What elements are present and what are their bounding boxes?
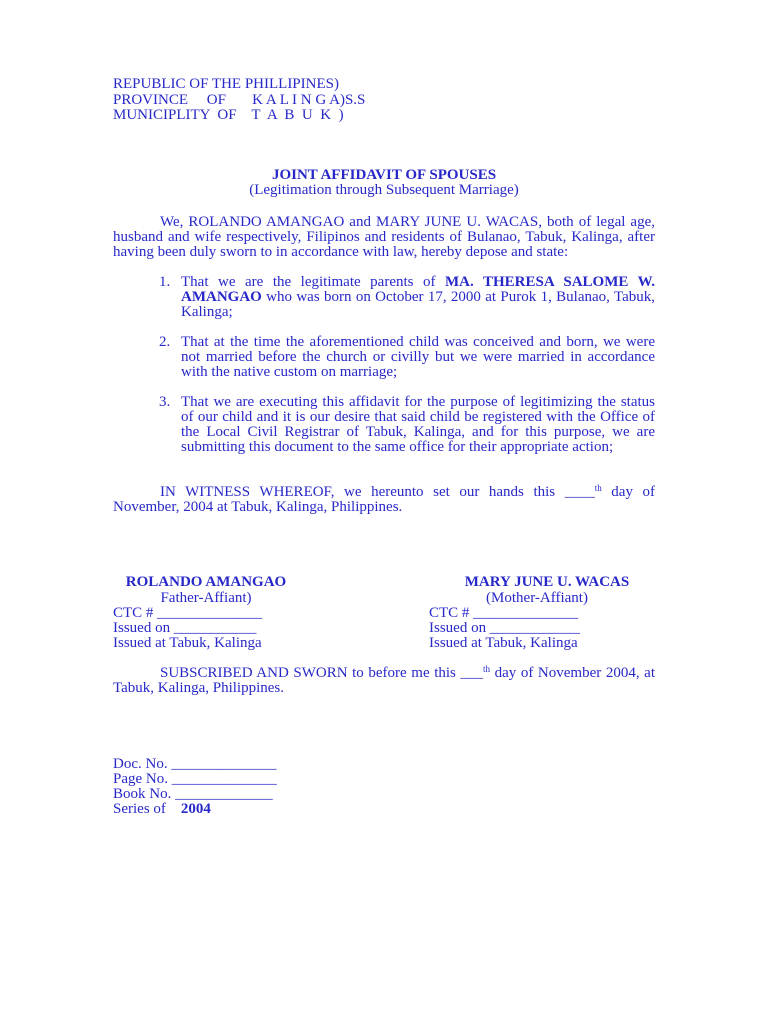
list-item-line: submitting this document to the same office for their appropriate action; — [181, 439, 614, 456]
list-item-line: of our child and it is our desire that said child be registered with the Office of — [181, 408, 655, 425]
affiant-role: Father-Affiant) — [160, 589, 252, 606]
child-surname: AMANGAO — [181, 288, 262, 305]
list-item-line: with the native custom on marriage; — [181, 364, 398, 381]
witness-text: IN WITNESS WHEREOF, we hereunto set our hands this ____ — [160, 483, 595, 500]
witness-text: day of — [611, 483, 656, 500]
list-item-line — [181, 275, 655, 290]
child-name: MA. THERESA SALOME W. — [445, 273, 656, 290]
affiant-role: (Mother-Affiant) — [486, 589, 588, 606]
doc-no-field: Doc. No. ______________ — [113, 755, 277, 772]
paragraph-line — [160, 663, 655, 681]
series-label: Series of — [113, 801, 166, 818]
paragraph-line: November, 2004 at Tabuk, Kalinga, Philippines. — [113, 498, 403, 515]
list-item-line — [181, 290, 655, 305]
list-item-line: That we are executing this affidavit for the purpose of legitimizing the status — [181, 393, 655, 410]
list-number: 1. — [159, 273, 171, 290]
issued-at-field: Issued at Tabuk, Kalinga — [113, 634, 262, 651]
list-item-text: That we are the legitimate parents of — [181, 273, 436, 290]
jurat-text: day of November 2004, at — [494, 664, 655, 681]
paragraph-line: husband and wife respectively, Filipinos and residents of Bulanao, Tabuk, Kalinga, after — [113, 228, 655, 245]
series-field — [113, 802, 277, 817]
header-municipality-line: MUNICIPLITY OF T A B U K ) — [113, 107, 344, 123]
ctc-number-field: CTC # ______________ — [113, 604, 263, 621]
jurat-clause — [113, 663, 655, 697]
jurisdiction-header — [113, 77, 365, 124]
intro-paragraph — [113, 215, 655, 261]
notarial-register — [113, 757, 277, 818]
document-title: JOINT AFFIDAVIT OF SPOUSES — [271, 166, 497, 183]
issued-at-field: Issued at Tabuk, Kalinga — [429, 634, 578, 651]
list-number: 3. — [159, 393, 171, 410]
list-item-line: That at the time the aforementioned child was conceived and born, we were — [181, 333, 655, 350]
paragraph-line — [160, 482, 656, 500]
ctc-number-field: CTC # ______________ — [429, 604, 579, 621]
ordinal-suffix: th — [482, 663, 490, 674]
list-item — [181, 335, 655, 381]
document-subtitle: (Legitimation through Subsequent Marriage) — [249, 181, 519, 198]
book-no-field: Book No. _____________ — [113, 786, 273, 803]
list-item-line: Kalinga; — [181, 304, 233, 321]
list-number: 2. — [159, 333, 171, 350]
issued-on-field: Issued on ___________ — [113, 619, 257, 636]
affiant-name: ROLANDO AMANGAO — [125, 573, 287, 590]
paragraph-line: We, ROLANDO AMANGAO and MARY JUNE U. WACAS, both of legal age, — [160, 213, 655, 230]
paragraph-line: having been duly sworn to in accordance with law, hereby depose and state: — [113, 244, 569, 261]
list-item — [181, 275, 655, 321]
list-item-line: not married before the church or civilly but we were married in accordance — [181, 348, 655, 365]
ordinal-suffix: th — [594, 482, 602, 493]
header-republic-line: REPUBLIC OF THE PHILLIPINES) — [113, 76, 339, 92]
list-item — [181, 395, 655, 456]
list-item-text: who was born on October 17, 2000 at Purok 1, Bulanao, Tabuk, — [266, 288, 655, 305]
page-no-field: Page No. ______________ — [113, 770, 277, 787]
jurat-text: SUBSCRIBED AND SWORN to before me this ___ — [160, 664, 483, 681]
witness-clause — [113, 482, 656, 516]
affiant-name: MARY JUNE U. WACAS — [464, 573, 630, 590]
paragraph-line: Tabuk, Kalinga, Philippines. — [113, 679, 285, 696]
list-item-line: the Local Civil Registrar of Tabuk, Kalinga, and for this purpose, we are — [181, 424, 655, 441]
header-province-line: PROVINCE OF K A L I N G A)S.S — [113, 91, 366, 108]
series-year: 2004 — [180, 801, 211, 818]
issued-on-field: Issued on ____________ — [429, 619, 580, 636]
